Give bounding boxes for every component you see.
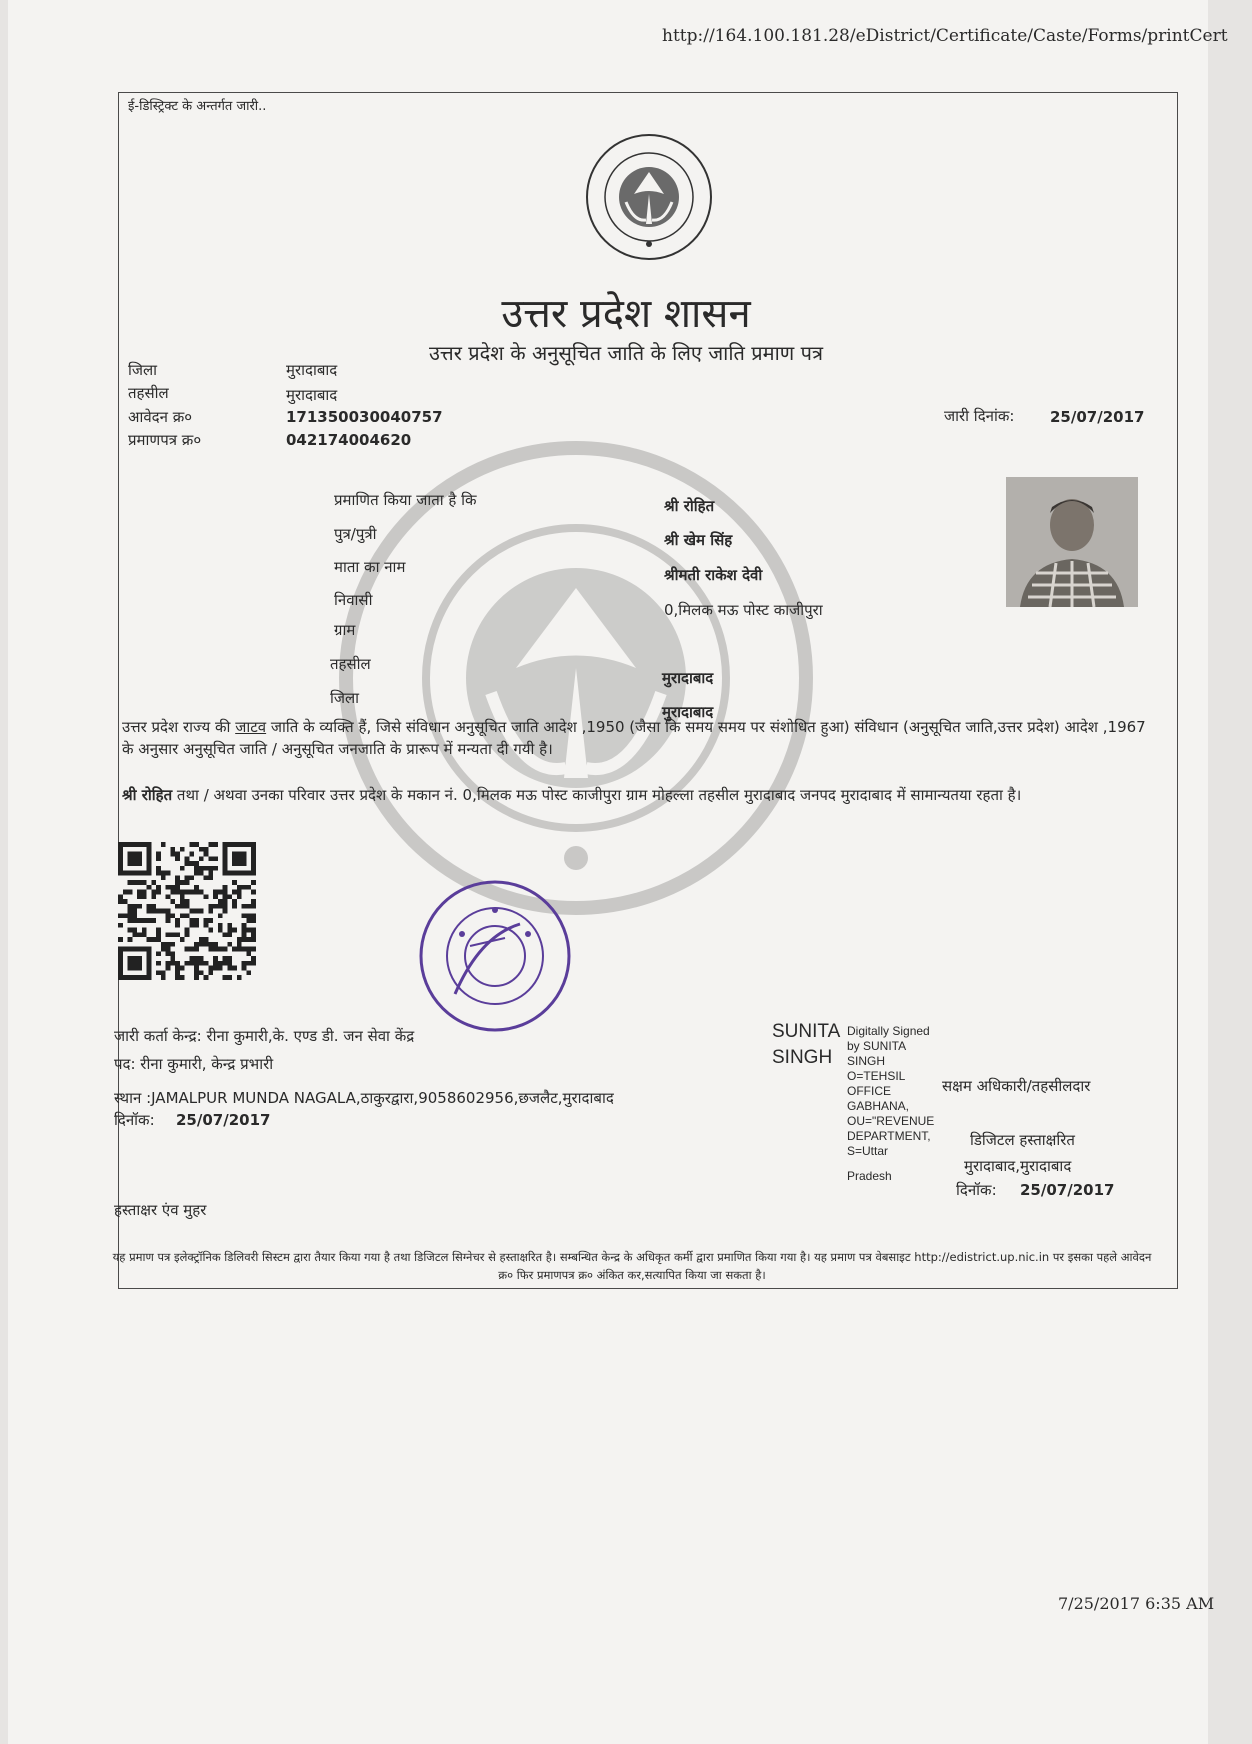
residence-person-name: श्री रोहित — [122, 786, 173, 804]
certificate-number-label: प्रमाणपत्र क्र० — [128, 431, 202, 449]
resident-value: 0,मिलक मऊ पोस्ट काजीपुरा — [664, 601, 823, 619]
caste-statement — [122, 716, 1152, 760]
issue-date-value: 25/07/2017 — [1050, 408, 1145, 426]
official-stamp-seal — [410, 876, 580, 1036]
tehsil-value: मुरादाबाद — [286, 386, 338, 404]
issuer-post: पद: रीना कुमारी, केन्द्र प्रभारी — [114, 1055, 274, 1073]
sig-detail-line: OFFICE — [847, 1084, 891, 1098]
officer-title: सक्षम अधिकारी/तहसीलदार — [942, 1077, 1091, 1095]
caste-statement-body: जाति के व्यक्ति हैं, जिसे संविधान अनुसूचित जाति आदेश ,1950 (जैसा कि समय समय पर संशोधित हुआ) संविधान (अनुसूचित जाति,उत्तर प्रदेश) आदेश ,1967 के अनुसार अनुसूचित जाति / अनुसूचित जनजाति के प्रारूप में मन्यता दी गयी है। — [122, 718, 1146, 758]
residence-statement-body: तथा / अथवा उनका परिवार उत्तर प्रदेश के मकान नं. 0,मिलक मऊ पोस्ट काजीपुरा ग्राम मोहल्ला तहसील मुरादाबाद जनपद मुरादाबाद में सामान्यतया रहता है। — [172, 786, 1022, 804]
qr-code-icon — [118, 842, 256, 980]
officer-date-label: दिनॉक: — [956, 1181, 997, 1199]
officer-place: मुरादाबाद,मुरादाबाद — [964, 1157, 1072, 1175]
digital-signature-details — [847, 1024, 934, 1184]
person-district-label: जिला — [330, 689, 360, 707]
page-url: http://164.100.181.28/eDistrict/Certificate/Caste/Forms/printCert — [662, 26, 1228, 46]
signer-name-line2: SINGH — [772, 1047, 833, 1068]
district-label: जिला — [128, 361, 158, 379]
parent-name: श्री खेम सिंह — [664, 531, 733, 549]
signature-and-seal-label: हस्ताक्षर एंव मुहर — [114, 1201, 207, 1219]
issuing-center: जारी कर्ता केन्द्र: रीना कुमारी,के. एण्ड डी. जन सेवा केंद्र — [114, 1027, 415, 1045]
issuer-date-label: दिनॉक: — [114, 1111, 155, 1129]
print-timestamp: 7/25/2017 6:35 AM — [1058, 1594, 1215, 1613]
parent-label: पुत्र/पुत्री — [334, 525, 377, 543]
sig-detail-line: OU="REVENUE — [847, 1114, 935, 1128]
person-name: श्री रोहित — [664, 497, 715, 515]
sig-detail-line: GABHANA, — [847, 1099, 910, 1113]
district-value: मुरादाबाद — [286, 361, 338, 379]
village-label: ग्राम — [334, 621, 356, 639]
sig-detail-line: O=TEHSIL — [847, 1069, 906, 1083]
sig-detail-line: S=Uttar — [847, 1144, 889, 1158]
issued-under-text: ई-डिस्ट्रिक्ट के अन्तर्गत जारी.. — [128, 99, 267, 114]
issue-date-label: जारी दिनांक: — [944, 407, 1015, 425]
issuer-date-value: 25/07/2017 — [176, 1111, 271, 1129]
caste-name: जाटव — [235, 718, 267, 736]
certificate-title: उत्तर प्रदेश शासन — [501, 291, 751, 337]
sig-detail-line: SINGH — [847, 1054, 886, 1068]
issuer-place: स्थान :JAMALPUR MUNDA NAGALA,ठाकुरद्वारा,9058602956,छजलैट,मुरादाबाद — [114, 1089, 614, 1107]
application-number-value: 171350030040757 — [286, 408, 443, 426]
sig-detail-line: Pradesh — [847, 1169, 892, 1183]
resident-label: निवासी — [334, 591, 373, 609]
watermark-emblem-icon — [336, 438, 816, 918]
verification-note: यह प्रमाण पत्र इलेक्ट्रॉनिक डिलिवरी सिस्टम द्वारा तैयार किया गया है तथा डिजिटल सिग्नेचर से हस्ताक्षरित है। सम्बन्धित केन्द्र के अधिकृत कर्मी द्वारा प्रमाणित किया गया है। यह प्रमाण पत्र वेबसाइट http://edistrict.up.nic.in पर इसका पहले आवेदन क्र० फिर प्रमाणपत्र क्र० अंकित कर,सत्यापित किया जा सकता है। — [112, 1250, 1152, 1282]
signer-name-line1: SUNITA — [772, 1021, 841, 1042]
up-state-emblem-icon — [584, 132, 714, 262]
sig-detail-line: Digitally Signed — [847, 1024, 930, 1038]
certificate-subtitle: उत्तर प्रदेश के अनुसूचित जाति के लिए जाति प्रमाण पत्र — [428, 341, 824, 365]
tehsil-label: तहसील — [128, 384, 169, 402]
mother-label: माता का नाम — [334, 558, 406, 576]
caste-statement-intro: उत्तर प्रदेश राज्य की — [122, 718, 236, 736]
applicant-photo — [1006, 477, 1138, 607]
person-tehsil-label: तहसील — [330, 655, 371, 673]
digitally-signed-label: डिजिटल हस्ताक्षरित — [970, 1131, 1075, 1149]
sig-detail-line: DEPARTMENT, — [847, 1129, 931, 1143]
person-district-value: मुरादाबाद — [662, 703, 714, 721]
officer-date-value: 25/07/2017 — [1020, 1181, 1115, 1199]
certificate-number-value: 042174004620 — [286, 431, 412, 449]
mother-name: श्रीमती राकेश देवी — [664, 566, 763, 584]
certified-label: प्रमाणित किया जाता है कि — [334, 491, 477, 509]
person-tehsil-value: मुरादाबाद — [662, 669, 714, 687]
application-number-label: आवेदन क्र० — [128, 408, 193, 426]
sig-detail-line: by SUNITA — [847, 1039, 907, 1053]
residence-statement — [122, 784, 1152, 806]
